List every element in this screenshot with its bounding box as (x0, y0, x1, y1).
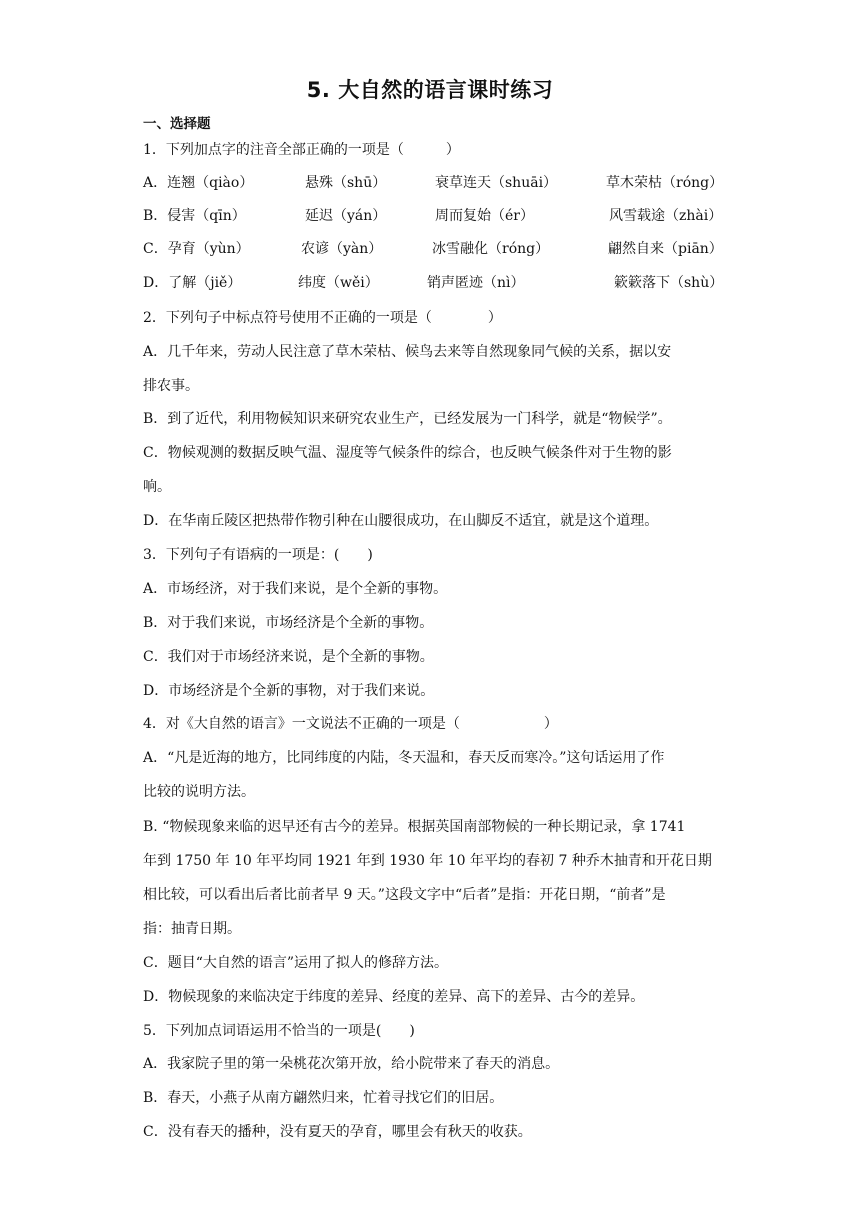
question-3-option-c: C．我们对于市场经济来说，是个全新的事物。 (143, 649, 434, 665)
option-cell: B．侵害（qīn） (143, 208, 246, 224)
question-2-option-b: B．到了近代，利用物候知识来研究农业生产，已经发展为一门科学，就是“物候学”。 (143, 411, 672, 427)
question-2-option-d: D．在华南丘陵区把热带作物引种在山腰很成功，在山脚反不适宜，就是这个道理。 (143, 513, 659, 529)
question-5-stem: 5．下列加点词语运用不恰当的一项是( ) (143, 1023, 415, 1039)
question-4-option-a: A．“凡是近海的地方，比同纬度的内陆，冬天温和，春天反而寒冷。”这句话运用了作 (143, 750, 665, 766)
option-cell: 农谚（yàn） (301, 241, 383, 257)
option-cell: 纬度（wěi） (298, 275, 379, 291)
option-cell: 悬殊（shū） (305, 175, 387, 191)
option-cell: 风雪载途（zhài） (609, 208, 723, 224)
question-4-option-d: D．物候现象的来临决定于纬度的差异、经度的差异、高下的差异、古今的差异。 (143, 989, 645, 1005)
question-1-stem: 1．下列加点字的注音全部正确的一项是（ ） (143, 142, 460, 158)
question-1-option-row (143, 239, 723, 259)
page-title: 5. 大自然的语言课时练习 (306, 78, 554, 102)
question-2-option-a-continued: 排农事。 (143, 378, 199, 394)
question-1-option-row (143, 173, 723, 193)
question-2-stem: 2．下列句子中标点符号使用不正确的一项是（ ） (143, 310, 502, 326)
question-1-option-row (143, 206, 723, 226)
question-3-stem: 3．下列句子有语病的一项是：( ) (143, 547, 373, 563)
question-5-option-a: A．我家院子里的第一朵桃花次第开放，给小院带来了春天的消息。 (143, 1056, 560, 1072)
question-3-option-a: A．市场经济，对于我们来说，是个全新的事物。 (143, 581, 448, 597)
option-cell: 延迟（yán） (305, 208, 387, 224)
question-1-option-row (143, 273, 723, 293)
option-cell: 簌簌落下（shù） (614, 275, 724, 291)
option-cell: 翩然自来（piān） (608, 241, 723, 257)
option-cell: 冰雪融化（róng） (432, 241, 550, 257)
question-4-stem: 4．对《大自然的语言》一文说法不正确的一项是（ ） (143, 716, 558, 732)
option-cell: 销声匿迹（nì） (427, 275, 525, 291)
section-heading: 一、选择题 (143, 116, 211, 132)
question-4-option-b-continued: 相比较，可以看出后者比前者早 9 天。”这段文字中“后者”是指：开花日期，“前者”是 (143, 887, 666, 903)
option-cell: D．了解（jiě） (143, 275, 242, 291)
option-cell: 衰草连天（shuāi） (435, 175, 558, 191)
question-5-option-c: C．没有春天的播种，没有夏天的孕育，哪里会有秋天的收获。 (143, 1124, 532, 1140)
option-cell: C．孕育（yùn） (143, 241, 250, 257)
option-cell: 草木荣枯（róng） (606, 175, 724, 191)
option-cell: A．连翘（qiào） (143, 175, 254, 191)
question-4-option-c: C．题目“大自然的语言”运用了拟人的修辞方法。 (143, 955, 449, 971)
question-4-option-b-continued: 指：抽青日期。 (143, 921, 241, 937)
question-2-option-c-continued: 响。 (143, 479, 171, 495)
question-4-option-b: B. “物候现象来临的迟早还有古今的差异。根据英国南部物候的一种长期记录，拿 1741 (143, 819, 686, 835)
question-4-option-a-continued: 比较的说明方法。 (143, 784, 255, 800)
question-3-option-d: D．市场经济是个全新的事物，对于我们来说。 (143, 683, 435, 699)
question-3-option-b: B．对于我们来说，市场经济是个全新的事物。 (143, 615, 434, 631)
question-5-option-b: B．春天，小燕子从南方翩然归来，忙着寻找它们的旧居。 (143, 1090, 504, 1106)
option-cell: 周而复始（ér） (435, 208, 534, 224)
question-2-option-c: C．物候观测的数据反映气温、湿度等气候条件的综合，也反映气候条件对于生物的影 (143, 445, 672, 461)
question-4-option-b-continued: 年到 1750 年 10 年平均同 1921 年到 1930 年 10 年平均的春初 7 种乔木抽青和开花日期 (143, 853, 712, 869)
question-2-option-a: A．几千年来，劳动人民注意了草木荣枯、候鸟去来等自然现象同气候的关系，据以安 (143, 344, 672, 360)
